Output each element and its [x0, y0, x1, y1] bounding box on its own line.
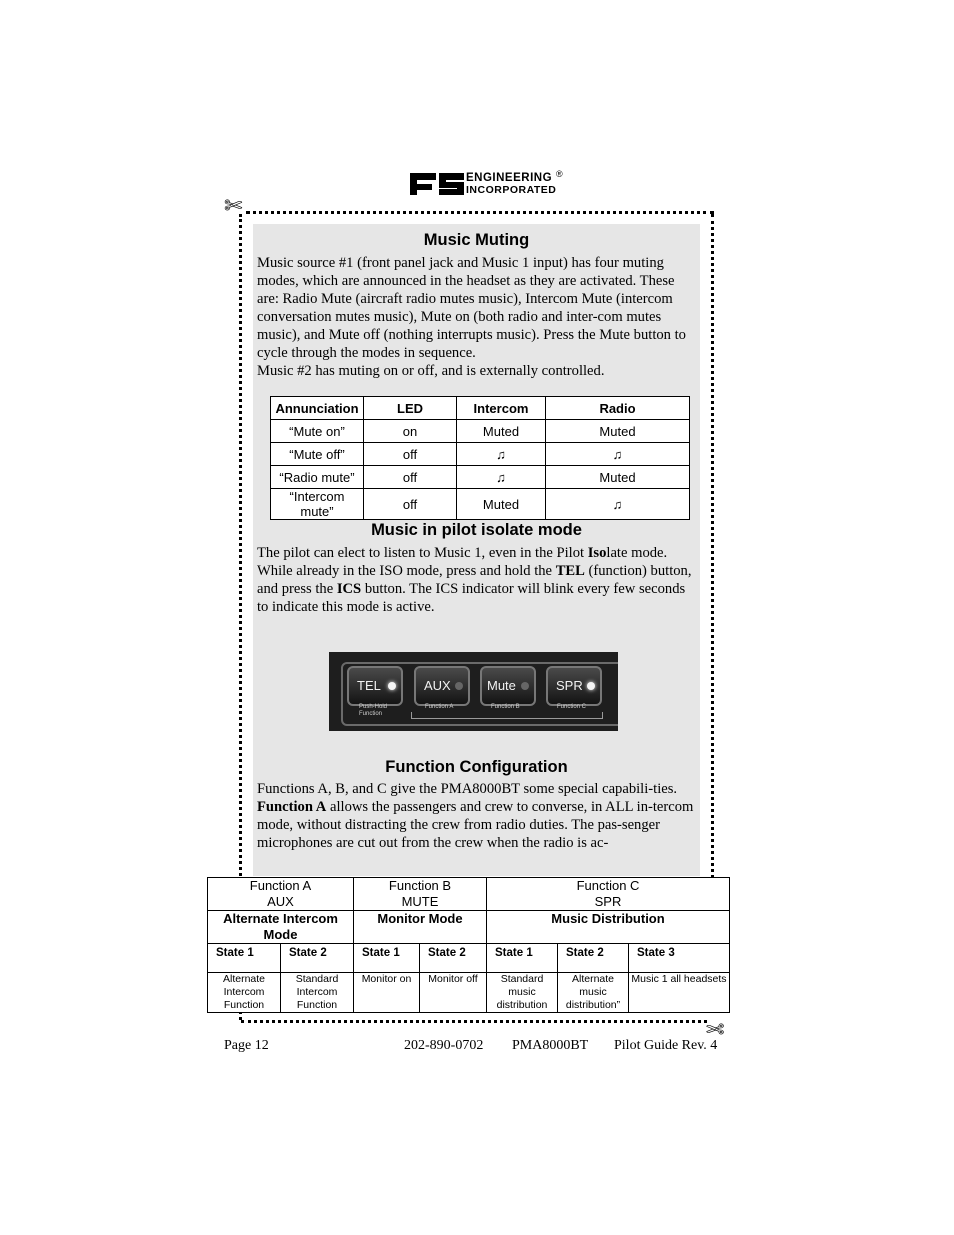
pilot-isolate-text: [257, 544, 697, 616]
pilot-isolate-para: [257, 544, 697, 616]
cell: “Radio mute”: [271, 466, 364, 489]
front-panel-photo: [329, 652, 618, 731]
led-indicator-icon: [521, 682, 529, 690]
cell: “Mute on”: [271, 420, 364, 443]
table-row: [208, 911, 730, 944]
function-config-para: Functions A, B, and C give the PMA8000BT some special capabili-ties.: [257, 781, 678, 797]
company-logo: [410, 170, 570, 200]
col-led: LED: [364, 397, 457, 420]
cell: Muted: [457, 489, 546, 520]
function-config-text: [257, 780, 697, 852]
phone-number: 202-890-0702: [404, 1038, 484, 1053]
text-run: allows the passengers and crew to converse, in ALL in-tercom mode, without distracting the crew from radio duties. The pas-senger microphones are cut out from the crew when the radio is ac-: [257, 799, 694, 851]
col-annunciation: Annunciation: [271, 397, 364, 420]
heading-function-configuration: Function Configuration: [385, 758, 568, 776]
desc-cell: Standard Intercom Function: [281, 973, 354, 1013]
music-2-para: Music #2 has muting on or off, and is externally controlled.: [257, 363, 605, 379]
mute-button: [480, 666, 536, 706]
bold-tel: TEL: [555, 563, 585, 579]
function-a-header: [208, 878, 354, 911]
cell: ♫: [546, 443, 690, 466]
cell: Muted: [546, 420, 690, 443]
table-row: [208, 878, 730, 911]
caption-function-c: Function C: [557, 704, 587, 710]
cell-text: MUTE: [401, 894, 439, 909]
table-row: [271, 489, 690, 520]
cut-line-right: [711, 214, 714, 878]
cell-text: AUX: [267, 894, 294, 909]
model-name: PMA8000BT: [512, 1038, 589, 1053]
caption-function-a: Function A: [425, 704, 454, 710]
desc-cell: Music 1 all headsets: [629, 973, 730, 1013]
function-c-header: [487, 878, 730, 911]
cell: off: [364, 489, 457, 520]
caption-push-hold: Push-Hold Function: [359, 704, 388, 717]
registered-mark: ®: [556, 169, 563, 179]
function-bracket: [411, 712, 603, 719]
muting-modes-table: [270, 396, 690, 520]
cell-text: Function B: [388, 878, 452, 893]
col-radio: Radio: [546, 397, 690, 420]
function-a-para: [257, 798, 697, 852]
cell-text: Function A: [249, 878, 312, 893]
heading-pilot-isolate: Music in pilot isolate mode: [371, 521, 582, 539]
state-cell: State 1: [208, 944, 281, 973]
tel-button-label: TEL: [357, 678, 381, 693]
cell: “Intercom mute”: [271, 489, 364, 520]
table-header-row: [271, 397, 690, 420]
cell: ♫: [546, 489, 690, 520]
cell: on: [364, 420, 457, 443]
guide-revision: Pilot Guide Rev. 4: [614, 1038, 718, 1053]
scissors-icon: ✄: [224, 194, 243, 219]
cell: Muted: [546, 466, 690, 489]
desc-cell: Alternate Intercom Function: [208, 973, 281, 1013]
state-cell: State 2: [281, 944, 354, 973]
cell: ♫: [457, 466, 546, 489]
led-indicator-icon: [587, 682, 595, 690]
desc-cell: Monitor on: [354, 973, 420, 1013]
heading-music-muting: Music Muting: [423, 231, 530, 249]
cell: “Mute off”: [271, 443, 364, 466]
cut-line-top: [246, 211, 714, 214]
mode-music-distribution: Music Distribution: [487, 911, 730, 944]
table-row: [271, 466, 690, 489]
caption-function-b: Function B: [491, 704, 520, 710]
table-row: [271, 443, 690, 466]
function-b-header: [354, 878, 487, 911]
cell: off: [364, 443, 457, 466]
cell: off: [364, 466, 457, 489]
logo-text-engineering: ENGINEERING: [466, 172, 553, 184]
col-intercom: Intercom: [457, 397, 546, 420]
mute-button-label: Mute: [487, 678, 516, 693]
cell-text: SPR: [594, 894, 622, 909]
spr-button: [546, 666, 602, 706]
mode-alternate-intercom: Alternate Intercom Mode: [208, 911, 354, 944]
state-cell: State 1: [354, 944, 420, 973]
state-cell: State 3: [629, 944, 730, 973]
desc-cell: Alternate music distribution”: [558, 973, 629, 1013]
bold-ics: ICS: [336, 581, 362, 597]
scissors-icon: ✄: [706, 1018, 725, 1043]
cut-line-bottom: [241, 1020, 707, 1023]
state-cell: State 1: [487, 944, 558, 973]
cell: Muted: [457, 420, 546, 443]
bold-function-a: Function A: [257, 799, 327, 815]
page-number: Page 12: [224, 1038, 269, 1053]
state-cell: State 2: [558, 944, 629, 973]
aux-button-label: AUX: [424, 678, 451, 693]
function-states-table: [207, 877, 730, 1013]
mode-monitor: Monitor Mode: [354, 911, 487, 944]
desc-cell: Standard music distribution: [487, 973, 558, 1013]
music-muting-para: Music source #1 (front panel jack and Music 1 input) has four muting modes, which are announced in the headset as they are activated. These are: Radio Mute (aircraft radio mutes music), Intercom Mute (intercom conversation mutes music), Mute on (both radio and inter-com mutes music), and Mute off (nothing interrupts music). Press the Mute button to cycle through the modes in sequence.: [257, 255, 686, 361]
table-row: [208, 973, 730, 1013]
led-indicator-icon: [455, 682, 463, 690]
state-cell: State 2: [420, 944, 487, 973]
tel-button: [347, 666, 403, 706]
aux-button: [414, 666, 470, 706]
text-run: (function) button, and press the: [257, 563, 692, 597]
text-run: late mode. While already in the ISO mode, press and hold the: [257, 545, 668, 579]
text-run: button. The ICS indicator will blink every few seconds to indicate this mode is active.: [257, 581, 686, 615]
ps-logo-mark-icon: [410, 170, 464, 196]
table-row: [271, 420, 690, 443]
desc-cell: Monitor off: [420, 973, 487, 1013]
table-row: [208, 944, 730, 973]
text-run: The pilot can elect to listen to Music 1, even in the Pilot: [257, 545, 588, 561]
spr-button-label: SPR: [556, 678, 583, 693]
led-indicator-icon: [388, 682, 396, 690]
bold-iso: Iso: [587, 545, 607, 561]
cell-text: Function C: [576, 878, 640, 893]
cell: ♫: [457, 443, 546, 466]
logo-text-incorporated: INCORPORATED: [466, 184, 557, 196]
music-muting-text: [257, 254, 697, 380]
